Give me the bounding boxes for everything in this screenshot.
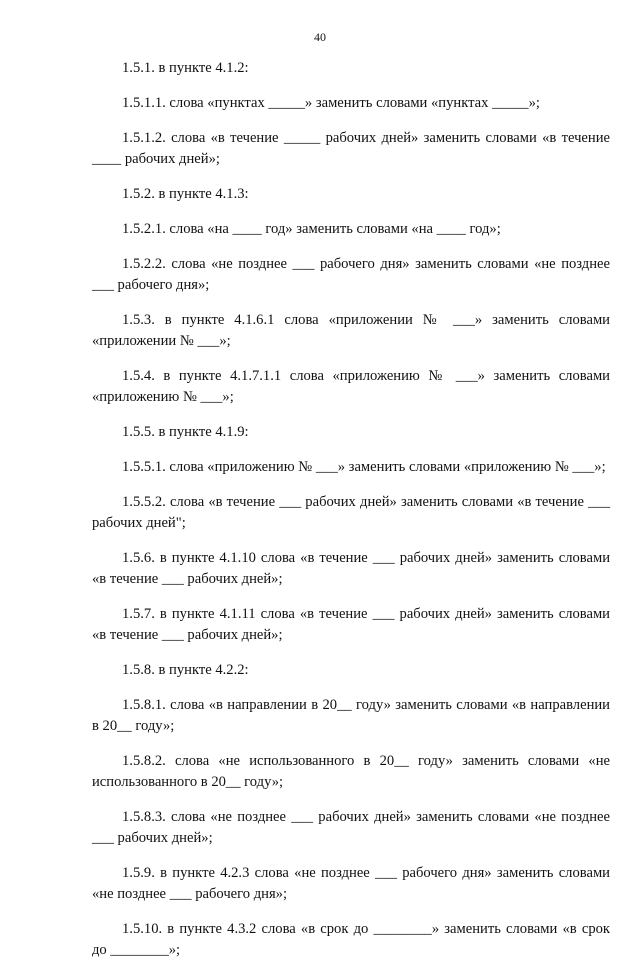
paragraph-1-5-4: 1.5.4. в пункте 4.1.7.1.1 слова «приложению № ___» заменить словами «приложению № ___»;: [92, 368, 614, 405]
paragraph-1-5-1: 1.5.1. в пункте 4.1.2:: [122, 60, 249, 76]
paragraph-1-5-8-1: 1.5.8.1. слова «в направлении в 20__ году» заменить словами «в направлении в 20__ году»;: [92, 697, 614, 734]
paragraph-1-5-8-2: 1.5.8.2. слова «не использованного в 20__ году» заменить словами «не использованного в 20__ году»;: [92, 753, 614, 790]
paragraph-1-5-2: 1.5.2. в пункте 4.1.3:: [122, 186, 249, 202]
paragraph-1-5-5-1: 1.5.5.1. слова «приложению № ___» заменить словами «приложению № ___»;: [122, 459, 606, 475]
paragraph-1-5-2-2: 1.5.2.2. слова «не позднее ___ рабочего дня» заменить словами «не позднее ___ рабочего дня»;: [92, 256, 614, 293]
paragraph-1-5-2-1: 1.5.2.1. слова «на ____ год» заменить словами «на ____ год»;: [122, 221, 501, 237]
paragraph-1-5-8: 1.5.8. в пункте 4.2.2:: [122, 662, 249, 678]
paragraph-1-5-9: 1.5.9. в пункте 4.2.3 слова «не позднее ___ рабочего дня» заменить словами «не позднее ___ рабочего дня»;: [92, 865, 614, 902]
paragraph-1-5-1-1: 1.5.1.1. слова «пунктах _____» заменить словами «пунктах _____»;: [122, 95, 540, 111]
paragraph-1-5-8-3: 1.5.8.3. слова «не позднее ___ рабочих дней» заменить словами «не позднее ___ рабочих дней»;: [92, 809, 614, 846]
paragraph-1-5-3: 1.5.3. в пункте 4.1.6.1 слова «приложении № ___» заменить словами «приложении № ___»;: [92, 312, 614, 349]
paragraph-1-5-10: 1.5.10. в пункте 4.3.2 слова «в срок до ________» заменить словами «в срок до ________»;: [92, 921, 614, 958]
paragraph-1-5-6: 1.5.6. в пункте 4.1.10 слова «в течение ___ рабочих дней» заменить словами «в течение ___ рабочих дней»;: [92, 550, 614, 587]
paragraph-1-5-1-2: 1.5.1.2. слова «в течение _____ рабочих дней» заменить словами «в течение ____ рабочих дней»;: [92, 130, 614, 167]
paragraph-1-5-5-2: 1.5.5.2. слова «в течение ___ рабочих дней» заменить словами «в течение ___ рабочих дней";: [92, 494, 614, 531]
document-body: [92, 58, 614, 975]
paragraph-1-5-7: 1.5.7. в пункте 4.1.11 слова «в течение ___ рабочих дней» заменить словами «в течение ___ рабочих дней»;: [92, 606, 614, 643]
page-number: 40: [314, 30, 326, 44]
paragraph-1-5-5: 1.5.5. в пункте 4.1.9:: [122, 424, 249, 440]
